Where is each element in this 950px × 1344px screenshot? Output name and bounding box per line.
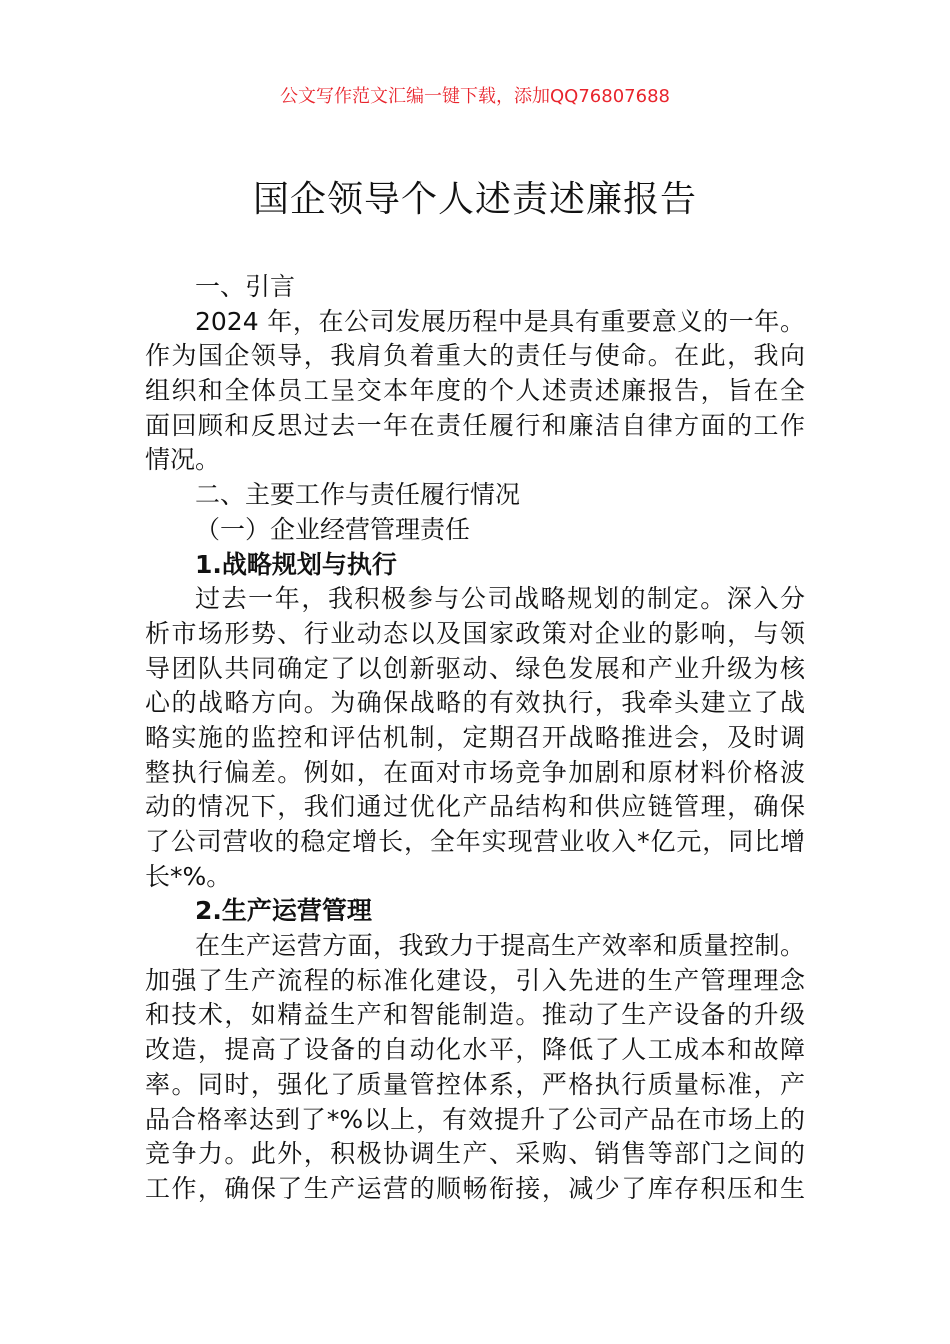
paragraph-line: 面回顾和反思过去一年在责任履行和廉洁自律方面的工作 bbox=[145, 410, 805, 440]
paragraph-line: 长*%。 bbox=[145, 861, 232, 891]
document-title: 国企领导个人述责述廉报告 bbox=[252, 179, 697, 220]
paragraph-line: 动的情况下，我们通过优化产品结构和供应链管理，确保 bbox=[145, 792, 805, 822]
item-heading: 2.生产运营管理 bbox=[195, 896, 372, 926]
item-heading: 1.战略规划与执行 bbox=[195, 549, 397, 579]
paragraph-line: 作为国企领导，我肩负着重大的责任与使命。在此，我向 bbox=[145, 341, 805, 371]
promo-banner: 公文写作范文汇编一键下载，添加QQ76807688 bbox=[280, 86, 670, 107]
paragraph-line: 情况。 bbox=[145, 445, 221, 475]
paragraph-line: 改造，提高了设备的自动化水平，降低了人工成本和故障 bbox=[145, 1035, 805, 1065]
paragraph-line: 和技术，如精益生产和智能制造。推动了生产设备的升级 bbox=[145, 1000, 805, 1030]
paragraph-line: 竞争力。此外，积极协调生产、采购、销售等部门之间的 bbox=[145, 1139, 805, 1169]
paragraph-line: 心的战略方向。为确保战略的有效执行，我牵头建立了战 bbox=[145, 688, 805, 718]
paragraph-line: 略实施的监控和评估机制，定期召开战略推进会，及时调 bbox=[145, 722, 805, 752]
paragraph-line: 组织和全体员工呈交本年度的个人述责述廉报告，旨在全 bbox=[145, 376, 805, 406]
section-heading: 二、主要工作与责任履行情况 bbox=[195, 480, 521, 510]
paragraph-line: 析市场形势、行业动态以及国家政策对企业的影响，与领 bbox=[145, 618, 805, 648]
section-heading: 一、引言 bbox=[195, 272, 296, 301]
subsection-heading: （一）企业经营管理责任 bbox=[195, 514, 471, 544]
paragraph-line: 加强了生产流程的标准化建设，引入先进的生产管理理念 bbox=[145, 965, 805, 995]
paragraph-line: 工作，确保了生产运营的顺畅衔接，减少了库存积压和生 bbox=[145, 1173, 805, 1203]
paragraph-line: 导团队共同确定了以创新驱动、绿色发展和产业升级为核 bbox=[145, 653, 805, 683]
paragraph-line: 在生产运营方面，我致力于提高生产效率和质量控制。 bbox=[195, 931, 805, 961]
paragraph-line: 整执行偏差。例如，在面对市场竞争加剧和原材料价格波 bbox=[145, 757, 805, 787]
paragraph-line: 过去一年，我积极参与公司战略规划的制定。深入分 bbox=[195, 584, 805, 614]
paragraph-line: 品合格率达到了*%以上，有效提升了公司产品在市场上的 bbox=[145, 1104, 805, 1134]
paragraph-line: 率。同时，强化了质量管控体系，严格执行质量标准，产 bbox=[145, 1069, 805, 1099]
paragraph-line: 2024 年，在公司发展历程中是具有重要意义的一年。 bbox=[195, 306, 805, 336]
paragraph-line: 了公司营收的稳定增长，全年实现营业收入*亿元，同比增 bbox=[145, 827, 805, 856]
document-body bbox=[145, 270, 805, 1207]
